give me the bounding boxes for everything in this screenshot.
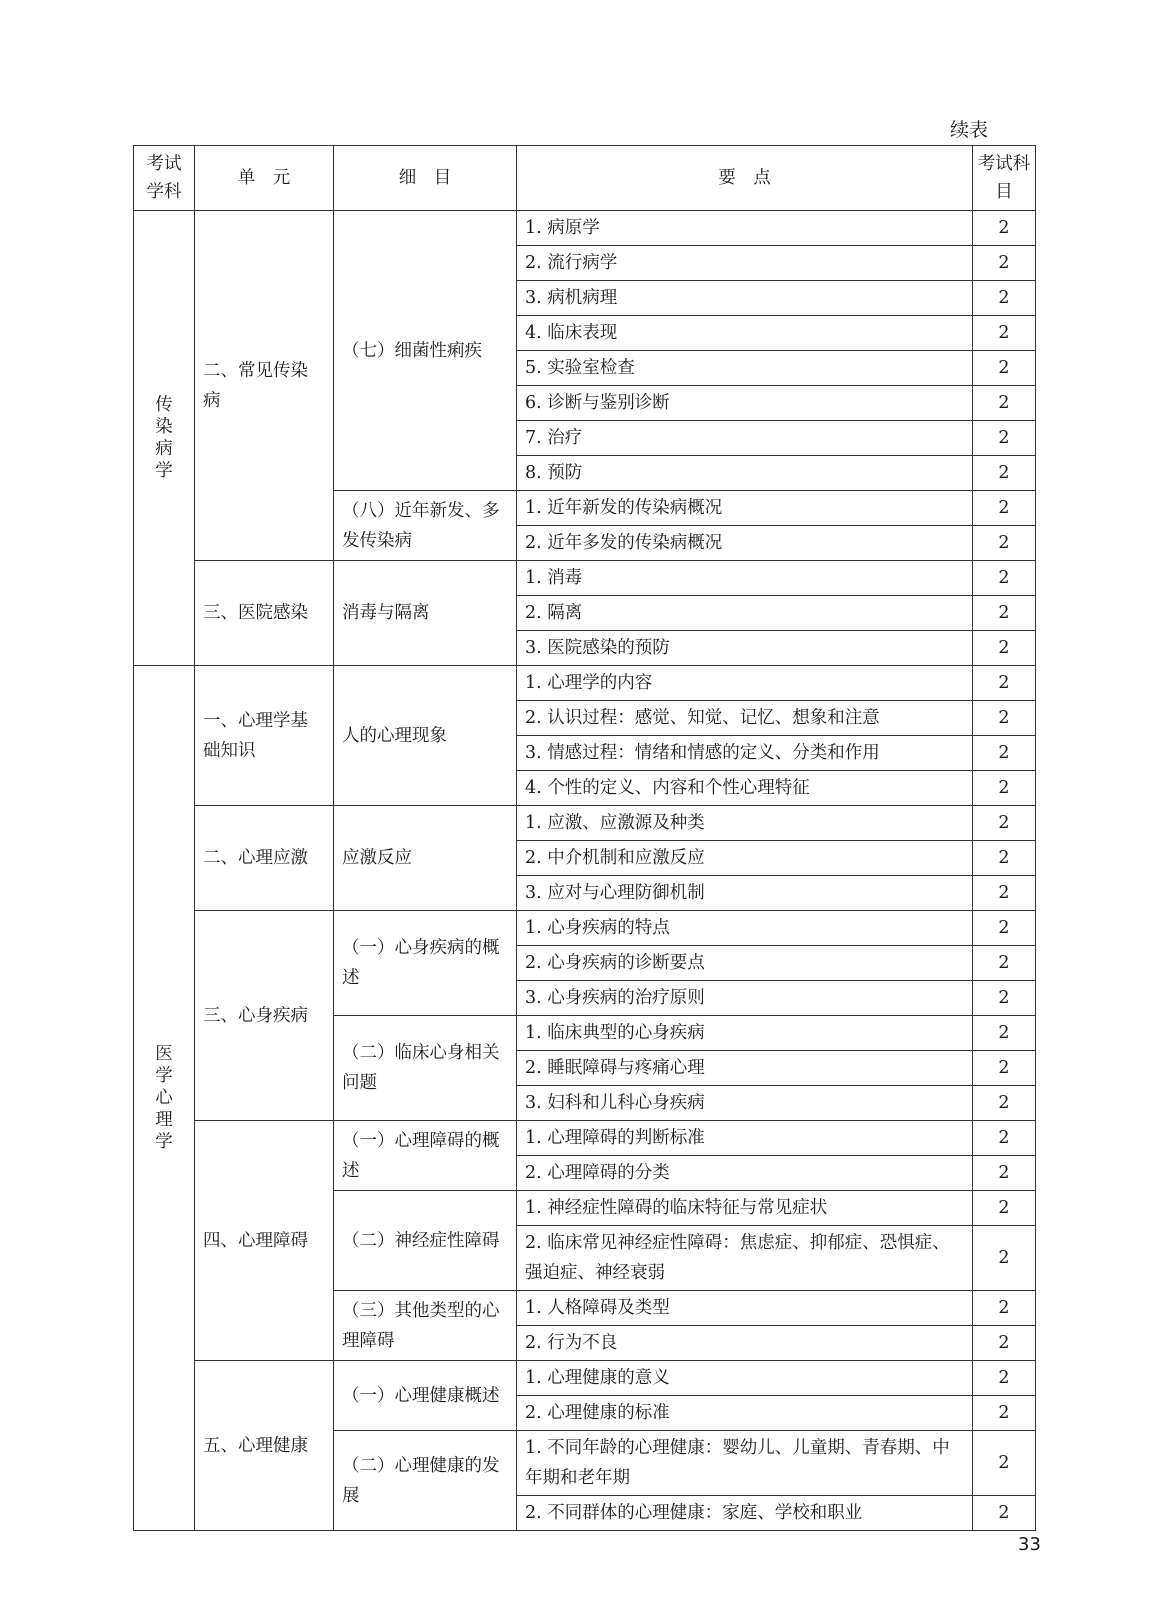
table-row: [134, 1121, 1036, 1156]
table-row: [134, 806, 1036, 841]
exam-subject-cell: 2: [973, 281, 1036, 316]
exam-subject-cell: 2: [973, 1326, 1036, 1361]
point-cell: 1. 近年新发的传染病概况: [517, 491, 973, 526]
point-cell: 3. 病机病理: [517, 281, 973, 316]
exam-subject-cell: 2: [973, 841, 1036, 876]
item-cell: 消毒与隔离: [334, 561, 517, 666]
exam-subject-cell: 2: [973, 1226, 1036, 1291]
subject-cell: [134, 211, 195, 666]
item-cell: （七）细菌性痢疾: [334, 211, 517, 491]
exam-subject-cell: 2: [973, 246, 1036, 281]
point-cell: 3. 情感过程：情绪和情感的定义、分类和作用: [517, 736, 973, 771]
exam-subject-cell: 2: [973, 1191, 1036, 1226]
point-cell: 6. 诊断与鉴别诊断: [517, 386, 973, 421]
table-row: [134, 211, 1036, 246]
point-cell: 2. 心理障碍的分类: [517, 1156, 973, 1191]
page-number: 33: [1018, 1534, 1041, 1555]
point-cell: 1. 临床典型的心身疾病: [517, 1016, 973, 1051]
point-cell: 1. 心身疾病的特点: [517, 911, 973, 946]
subject-label: 医学心理学: [155, 1044, 173, 1152]
unit-cell: 三、医院感染: [195, 561, 334, 666]
syllabus-table: [133, 145, 1036, 1531]
item-cell: （二）临床心身相关问题: [334, 1016, 517, 1121]
point-cell: 4. 个性的定义、内容和个性心理特征: [517, 771, 973, 806]
point-cell: 2. 流行病学: [517, 246, 973, 281]
item-cell: （一）心理障碍的概述: [334, 1121, 517, 1191]
point-cell: 1. 应激、应激源及种类: [517, 806, 973, 841]
exam-subject-cell: 2: [973, 666, 1036, 701]
exam-subject-cell: 2: [973, 456, 1036, 491]
header-item: 细 目: [334, 146, 517, 211]
table-row: [134, 1361, 1036, 1396]
unit-cell: 二、心理应激: [195, 806, 334, 911]
exam-subject-cell: 2: [973, 736, 1036, 771]
table-row: [134, 561, 1036, 596]
point-cell: 1. 心理学的内容: [517, 666, 973, 701]
unit-cell: 四、心理障碍: [195, 1121, 334, 1361]
exam-subject-cell: 2: [973, 876, 1036, 911]
exam-subject-cell: 2: [973, 1051, 1036, 1086]
item-cell: （二）神经症性障碍: [334, 1191, 517, 1291]
point-cell: 1. 不同年龄的心理健康：婴幼儿、儿童期、青春期、中年期和老年期: [517, 1431, 973, 1496]
exam-subject-cell: 2: [973, 351, 1036, 386]
exam-subject-cell: 2: [973, 316, 1036, 351]
item-cell: （一）心身疾病的概述: [334, 911, 517, 1016]
point-cell: 2. 心身疾病的诊断要点: [517, 946, 973, 981]
point-cell: 2. 近年多发的传染病概况: [517, 526, 973, 561]
exam-subject-cell: 2: [973, 526, 1036, 561]
point-cell: 8. 预防: [517, 456, 973, 491]
point-cell: 2. 中介机制和应激反应: [517, 841, 973, 876]
point-cell: 4. 临床表现: [517, 316, 973, 351]
point-cell: 1. 病原学: [517, 211, 973, 246]
item-cell: 应激反应: [334, 806, 517, 911]
header-unit: 单 元: [195, 146, 334, 211]
exam-subject-cell: 2: [973, 1361, 1036, 1396]
point-cell: 1. 心理障碍的判断标准: [517, 1121, 973, 1156]
exam-subject-cell: 2: [973, 1291, 1036, 1326]
unit-cell: 二、常见传染病: [195, 211, 334, 561]
exam-subject-cell: 2: [973, 1121, 1036, 1156]
point-cell: 3. 应对与心理防御机制: [517, 876, 973, 911]
point-cell: 2. 认识过程：感觉、知觉、记忆、想象和注意: [517, 701, 973, 736]
exam-subject-cell: 2: [973, 386, 1036, 421]
header-exam-subject: 考试科目: [973, 146, 1036, 211]
point-cell: 3. 医院感染的预防: [517, 631, 973, 666]
point-cell: 1. 消毒: [517, 561, 973, 596]
exam-subject-cell: 2: [973, 1431, 1036, 1496]
point-cell: 2. 隔离: [517, 596, 973, 631]
point-cell: 2. 心理健康的标准: [517, 1396, 973, 1431]
exam-subject-cell: 2: [973, 631, 1036, 666]
point-cell: 7. 治疗: [517, 421, 973, 456]
item-cell: （二）心理健康的发展: [334, 1431, 517, 1531]
point-cell: 5. 实验室检查: [517, 351, 973, 386]
subject-label: 传染病学: [155, 395, 173, 481]
point-cell: 3. 妇科和儿科心身疾病: [517, 1086, 973, 1121]
table-row: [134, 666, 1036, 701]
point-cell: 1. 心理健康的意义: [517, 1361, 973, 1396]
point-cell: 2. 临床常见神经症性障碍：焦虑症、抑郁症、恐惧症、强迫症、神经衰弱: [517, 1226, 973, 1291]
point-cell: 3. 心身疾病的治疗原则: [517, 981, 973, 1016]
exam-subject-cell: 2: [973, 596, 1036, 631]
table-header: [134, 146, 1036, 211]
exam-subject-cell: 2: [973, 1086, 1036, 1121]
unit-cell: 三、心身疾病: [195, 911, 334, 1121]
exam-subject-cell: 2: [973, 1396, 1036, 1431]
exam-subject-cell: 2: [973, 421, 1036, 456]
point-cell: 2. 行为不良: [517, 1326, 973, 1361]
item-cell: （一）心理健康概述: [334, 1361, 517, 1431]
point-cell: 1. 神经症性障碍的临床特征与常见症状: [517, 1191, 973, 1226]
table-body: [134, 211, 1036, 1531]
exam-subject-cell: 2: [973, 1156, 1036, 1191]
item-cell: （八）近年新发、多发传染病: [334, 491, 517, 561]
exam-subject-cell: 2: [973, 701, 1036, 736]
exam-subject-cell: 2: [973, 561, 1036, 596]
exam-subject-cell: 2: [973, 771, 1036, 806]
unit-cell: 五、心理健康: [195, 1361, 334, 1531]
continued-label: 续表: [950, 119, 989, 141]
point-cell: 2. 睡眠障碍与疼痛心理: [517, 1051, 973, 1086]
exam-subject-cell: 2: [973, 1496, 1036, 1531]
point-cell: 1. 人格障碍及类型: [517, 1291, 973, 1326]
exam-subject-cell: 2: [973, 911, 1036, 946]
point-cell: 2. 不同群体的心理健康：家庭、学校和职业: [517, 1496, 973, 1531]
exam-subject-cell: 2: [973, 491, 1036, 526]
subject-cell: [134, 666, 195, 1531]
exam-subject-cell: 2: [973, 981, 1036, 1016]
header-points: 要 点: [517, 146, 973, 211]
header-subject: 考试学科: [134, 146, 195, 211]
unit-cell: 一、心理学基础知识: [195, 666, 334, 806]
item-cell: （三）其他类型的心理障碍: [334, 1291, 517, 1361]
item-cell: 人的心理现象: [334, 666, 517, 806]
exam-subject-cell: 2: [973, 946, 1036, 981]
exam-subject-cell: 2: [973, 806, 1036, 841]
table-row: [134, 911, 1036, 946]
exam-subject-cell: 2: [973, 211, 1036, 246]
exam-subject-cell: 2: [973, 1016, 1036, 1051]
